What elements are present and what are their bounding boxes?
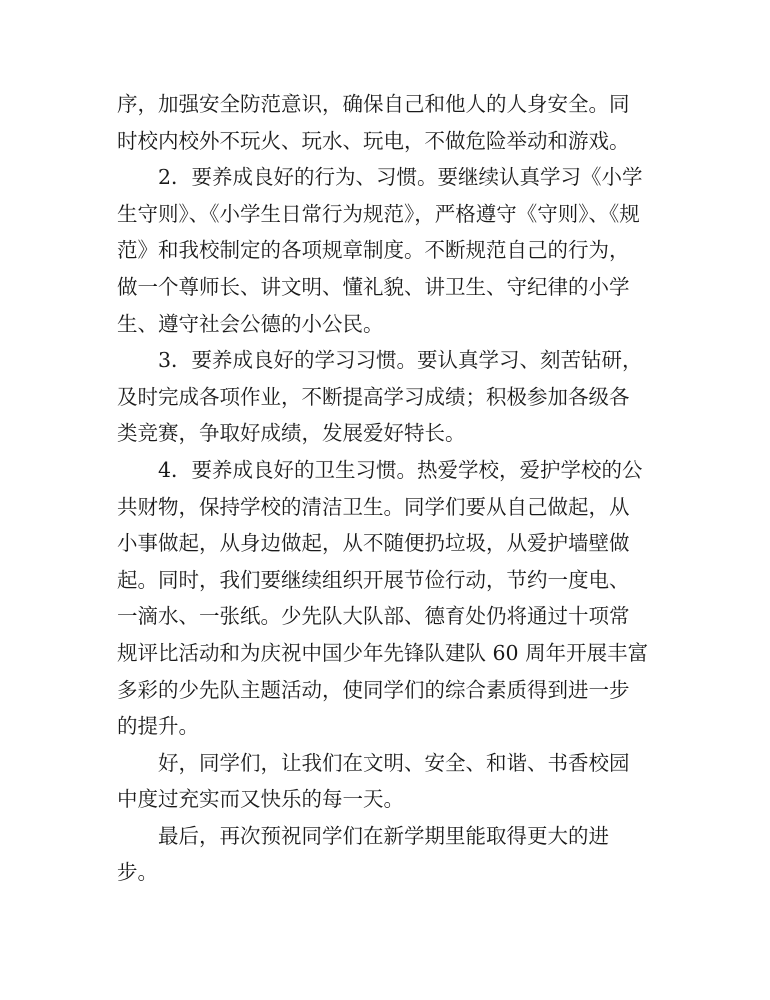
text-line: 小事做起，从身边做起，从不随便扔垃圾，从爱护墙壁做: [117, 531, 630, 556]
text-line: 及时完成各项作业，不断提高学习成绩；积极参加各级各: [117, 384, 630, 409]
text-line: 步。: [117, 860, 158, 885]
text-line: 中度过充实而又快乐的每一天。: [117, 787, 404, 812]
paragraph-item-4: [117, 452, 662, 745]
text-line: 好，同学们，让我们在文明、安全、和谐、书香校园: [158, 750, 630, 775]
text-line: 生守则》、《小学生日常行为规范》，严格遵守《守则》、《规: [117, 201, 640, 226]
text-line: 3．要养成良好的学习习惯。要认真学习、刻苦钻研，: [158, 348, 643, 373]
text-line: 一滴水、一张纸。少先队大队部、德育处仍将通过十项常: [117, 604, 630, 629]
paragraph-closing-1: [117, 745, 662, 818]
text-line: 规评比活动和为庆祝中国少年先锋队建队 60 周年开展丰富: [117, 640, 649, 665]
text-line: 时校内校外不玩火、玩水、玩电，不做危险举动和游戏。: [117, 128, 630, 153]
text-line: 的提升。: [117, 714, 199, 739]
text-line: 范》和我校制定的各项规章制度。不断规范自己的行为，: [117, 238, 630, 263]
text-line: 做一个尊师长、讲文明、懂礼貌、讲卫生、守纪律的小学: [117, 274, 630, 299]
paragraph-closing-2: [117, 818, 662, 891]
text-line: 共财物，保持学校的清洁卫生。同学们要从自己做起，从: [117, 494, 630, 519]
paragraph-item-2: [117, 159, 662, 342]
document-body: [117, 86, 662, 891]
text-line: 最后，再次预祝同学们在新学期里能取得更大的进: [158, 823, 609, 848]
text-line: 多彩的少先队主题活动，使同学们的综合素质得到进一步: [117, 677, 630, 702]
text-line: 生、遵守社会公德的小公民。: [117, 311, 384, 336]
paragraph-item-3: [117, 342, 662, 452]
text-line: 起。同时，我们要继续组织开展节俭行动，节约一度电、: [117, 567, 630, 592]
text-line: 类竞赛，争取好成绩，发展爱好特长。: [117, 421, 466, 446]
text-line: 2．要养成良好的行为、习惯。要继续认真学习《小学: [158, 165, 643, 190]
text-line: 序，加强安全防范意识，确保自己和他人的人身安全。同: [117, 92, 630, 116]
text-line: 4．要养成良好的卫生习惯。热爱学校，爱护学校的公: [158, 457, 643, 482]
paragraph-continuation: [117, 86, 662, 159]
